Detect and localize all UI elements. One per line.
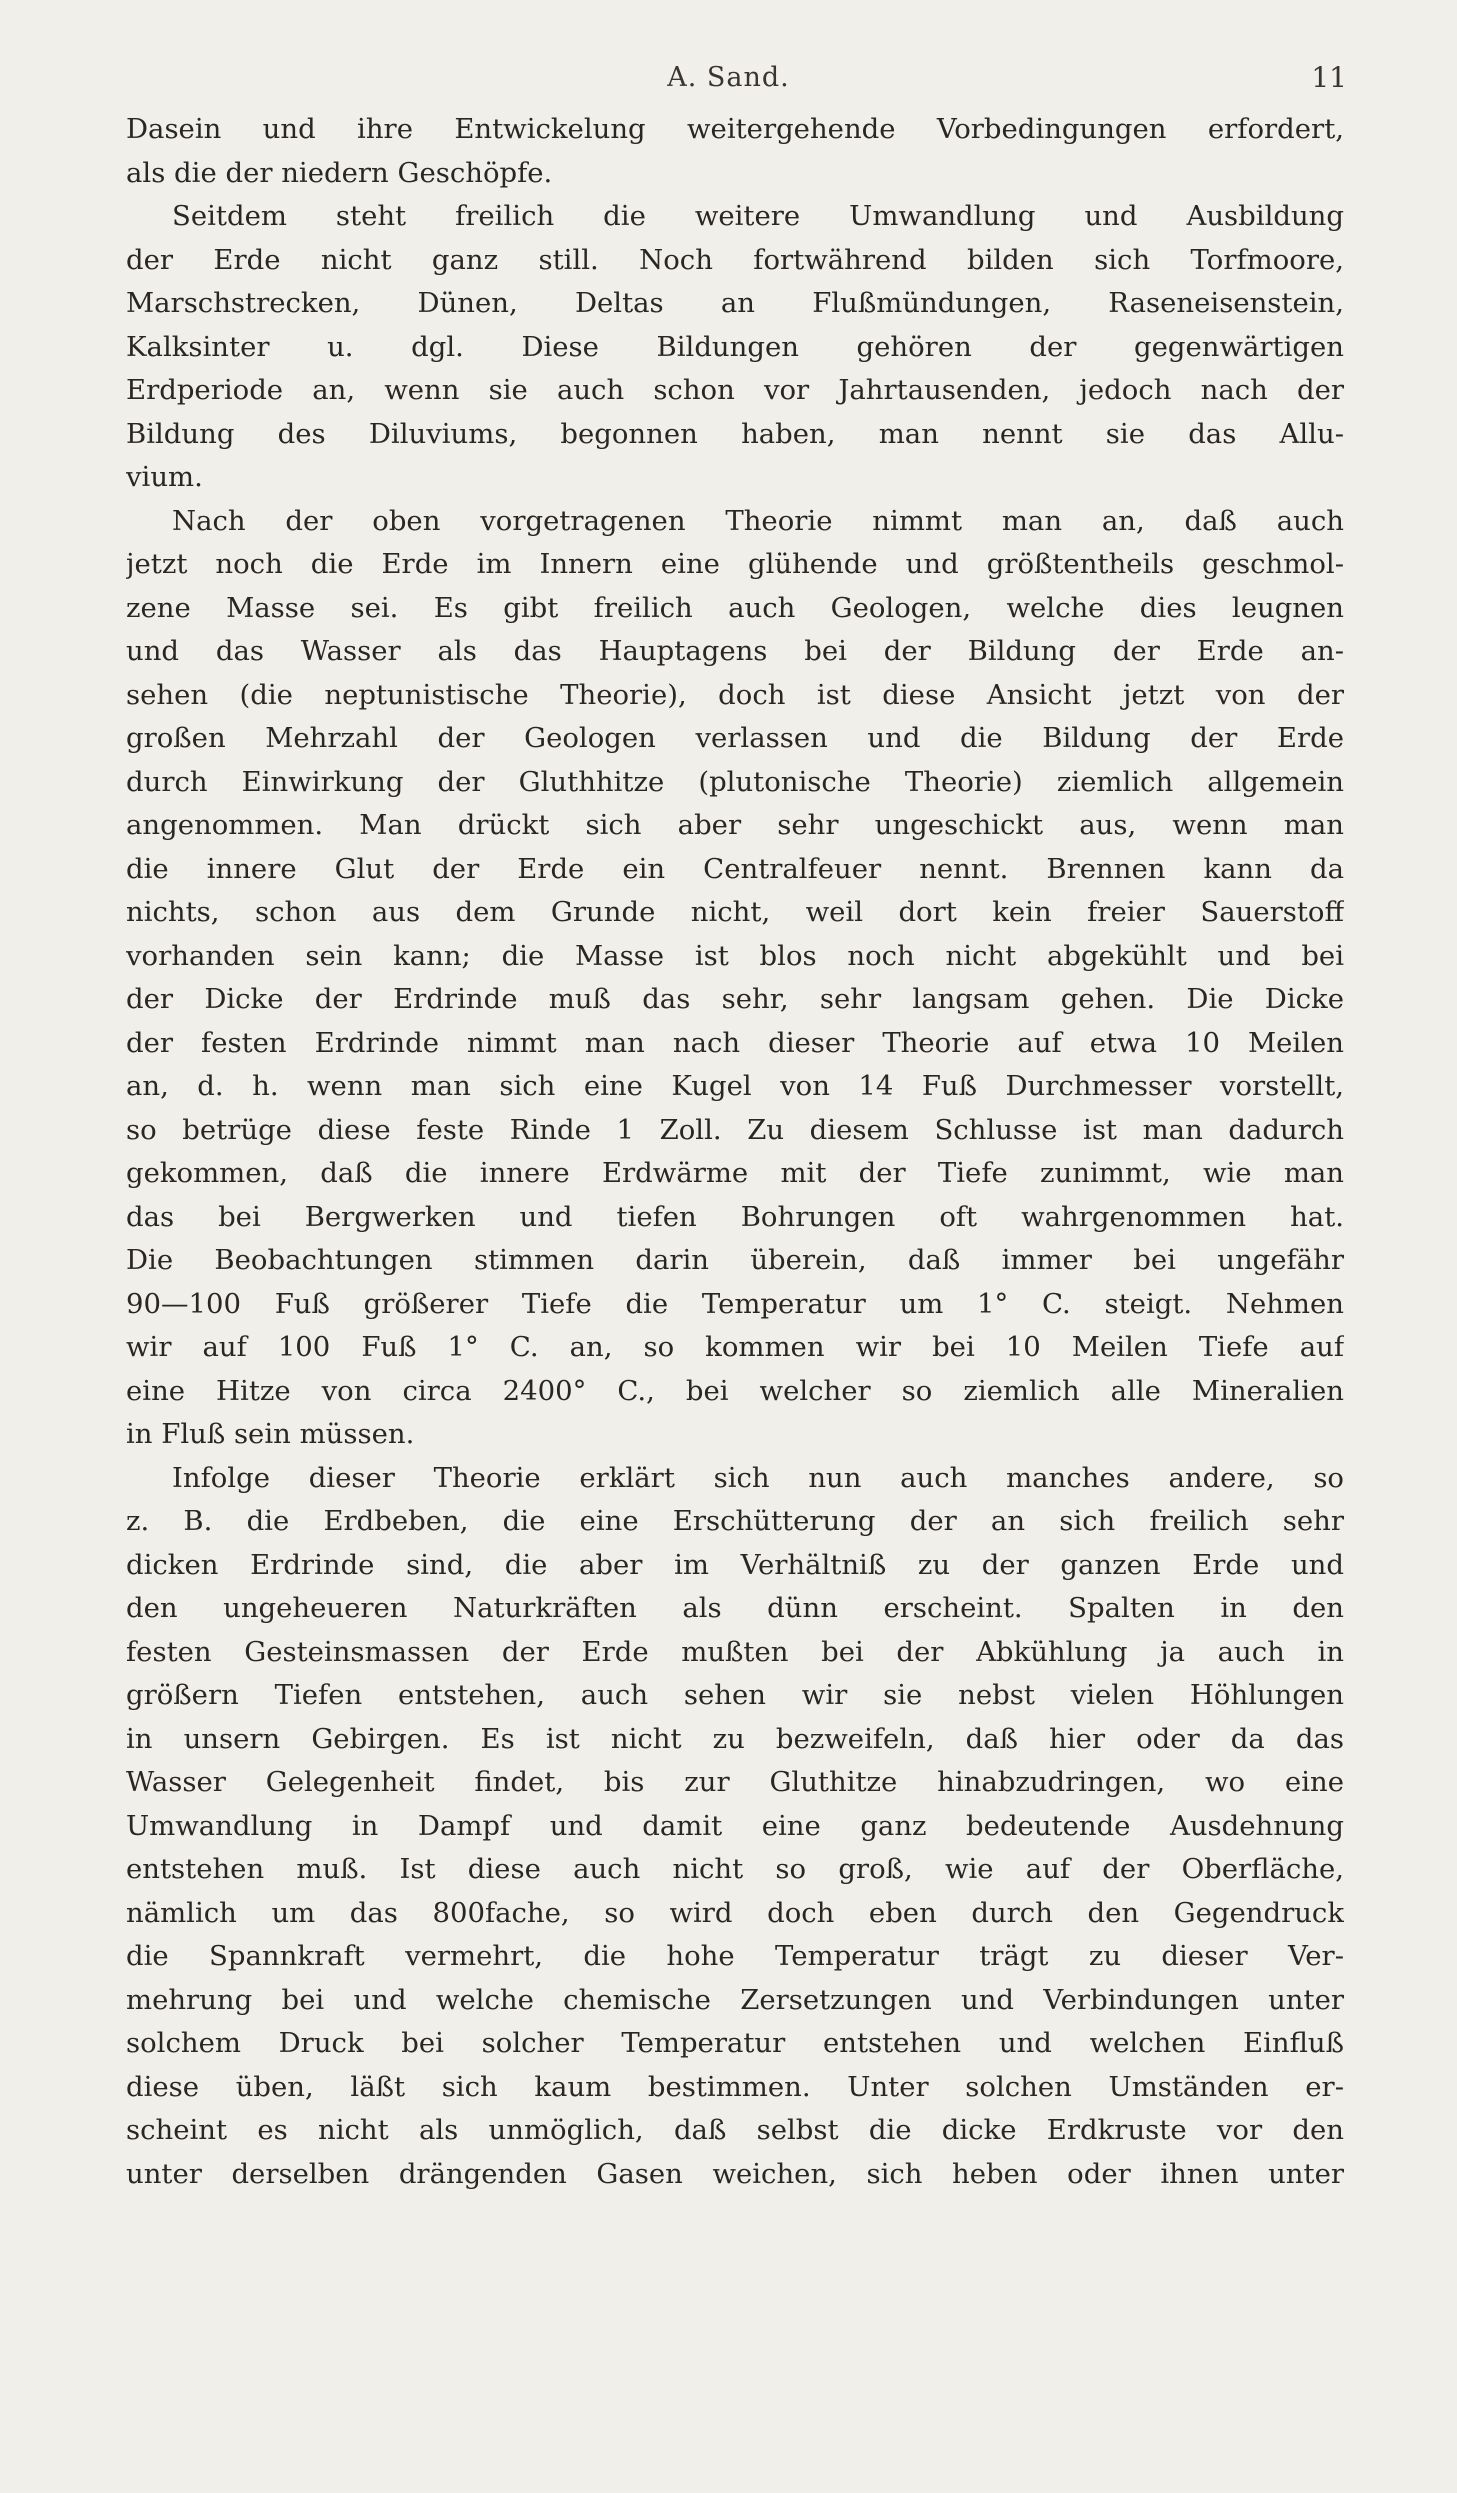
text-line: eine Hitze von circa 2400° C., bei welcher so ziemlich alle Mineralien [126, 1374, 1344, 1407]
text-line: Seitdem steht freilich die weitere Umwandlung und Ausbildung [172, 200, 1344, 232]
text-line: unter derselben drängenden Gasen weichen, sich heben oder ihnen unter [126, 2157, 1344, 2190]
text-line: Wasser Gelegenheit findet, bis zur Gluthitze hinabzudringen, wo eine [126, 1766, 1344, 1798]
body-text [126, 108, 1344, 2196]
text-line: vium. [126, 461, 203, 493]
text-line: der festen Erdrinde nimmt man nach dieser Theorie auf etwa 10 Meilen [126, 1026, 1344, 1059]
text-line: die innere Glut der Erde ein Centralfeuer nennt. Brennen kann da [126, 852, 1344, 885]
text-line: durch Einwirkung der Gluthhitze (plutonische Theorie) ziemlich allgemein [126, 765, 1344, 798]
text-line: Kalksinter u. dgl. Diese Bildungen gehören der gegenwärtigen [126, 330, 1344, 363]
text-line: Nach der oben vorgetragenen Theorie nimmt man an, daß auch [172, 504, 1344, 537]
text-line: Bildung des Diluviums, begonnen haben, man nennt sie das Allu- [126, 417, 1344, 450]
text-line: festen Gesteinsmassen der Erde mußten bei der Abkühlung ja auch in [126, 1635, 1344, 1668]
text-line: gekommen, daß die innere Erdwärme mit der Tiefe zunimmt, wie man [126, 1157, 1344, 1189]
page-number: 11 [1311, 61, 1347, 94]
text-line: Infolge dieser Theorie erklärt sich nun auch manches andere, so [172, 1461, 1344, 1494]
text-line: diese üben, läßt sich kaum bestimmen. Unter solchen Umständen er- [126, 2070, 1344, 2103]
text-line: Dasein und ihre Entwickelung weitergehende Vorbedingungen erfordert, [126, 113, 1344, 145]
text-line: vorhanden sein kann; die Masse ist blos noch nicht abgekühlt und bei [126, 939, 1344, 972]
text-line: zene Masse sei. Es gibt freilich auch Geologen, welche dies leugnen [126, 591, 1344, 624]
text-line: das bei Bergwerken und tiefen Bohrungen oft wahrgenommen hat. [126, 1200, 1344, 1233]
running-title: A. Sand. [667, 62, 790, 93]
text-line: so betrüge diese feste Rinde 1 Zoll. Zu diesem Schlusse ist man dadurch [126, 1113, 1344, 1146]
text-line: Marschstrecken, Dünen, Deltas an Flußmündungen, Raseneisenstein, [126, 287, 1344, 319]
text-line: Umwandlung in Dampf und damit eine ganz bedeutende Ausdehnung [126, 1809, 1344, 1842]
text-line: nämlich um das 800fache, so wird doch eben durch den Gegendruck [126, 1896, 1344, 1929]
text-line: sehen (die neptunistische Theorie), doch ist diese Ansicht jetzt von der [126, 678, 1344, 711]
text-line: nichts, schon aus dem Grunde nicht, weil dort kein freier Sauerstoff [126, 896, 1344, 928]
text-line: dicken Erdrinde sind, die aber im Verhältniß zu der ganzen Erde und [126, 1548, 1344, 1581]
text-line: jetzt noch die Erde im Innern eine glühende und größtentheils geschmol- [126, 548, 1344, 580]
text-line: solchem Druck bei solcher Temperatur entstehen und welchen Einfluß [126, 2027, 1344, 2059]
text-line: z. B. die Erdbeben, die eine Erschütterung der an sich freilich sehr [126, 1505, 1344, 1537]
text-line: entstehen muß. Ist diese auch nicht so groß, wie auf der Oberfläche, [126, 1853, 1344, 1885]
text-line: 90—100 Fuß größerer Tiefe die Temperatur um 1° C. steigt. Nehmen [126, 1287, 1344, 1320]
text-line: scheint es nicht als unmöglich, daß selbst die dicke Erdkruste vor den [126, 2114, 1344, 2146]
text-line: mehrung bei und welche chemische Zersetzungen und Verbindungen unter [126, 1983, 1344, 2016]
text-line: und das Wasser als das Hauptagens bei der Bildung der Erde an- [126, 635, 1344, 667]
text-line: die Spannkraft vermehrt, die hohe Temperatur trägt zu dieser Ver- [126, 1940, 1344, 1972]
text-line: den ungeheueren Naturkräften als dünn erscheint. Spalten in den [126, 1592, 1344, 1624]
text-line: als die der niedern Geschöpfe. [126, 156, 553, 189]
running-head [0, 58, 1457, 98]
text-line: Die Beobachtungen stimmen darin überein, daß immer bei ungefähr [126, 1244, 1344, 1276]
text-line: Erdperiode an, wenn sie auch schon vor Jahrtausenden, jedoch nach der [126, 374, 1344, 406]
text-line: großen Mehrzahl der Geologen verlassen und die Bildung der Erde [126, 722, 1344, 754]
text-line: der Erde nicht ganz still. Noch fortwährend bilden sich Torfmoore, [126, 243, 1344, 276]
text-line: an, d. h. wenn man sich eine Kugel von 14 Fuß Durchmesser vorstellt, [126, 1070, 1344, 1102]
text-line: in Fluß sein müssen. [126, 1418, 415, 1450]
text-line: größern Tiefen entstehen, auch sehen wir sie nebst vielen Höhlungen [126, 1679, 1344, 1711]
text-line: der Dicke der Erdrinde muß das sehr, sehr langsam gehen. Die Dicke [126, 983, 1344, 1015]
text-line: in unsern Gebirgen. Es ist nicht zu bezweifeln, daß hier oder da das [126, 1722, 1344, 1755]
text-line: angenommen. Man drückt sich aber sehr ungeschickt aus, wenn man [126, 809, 1344, 841]
text-line: wir auf 100 Fuß 1° C. an, so kommen wir bei 10 Meilen Tiefe auf [126, 1331, 1344, 1363]
